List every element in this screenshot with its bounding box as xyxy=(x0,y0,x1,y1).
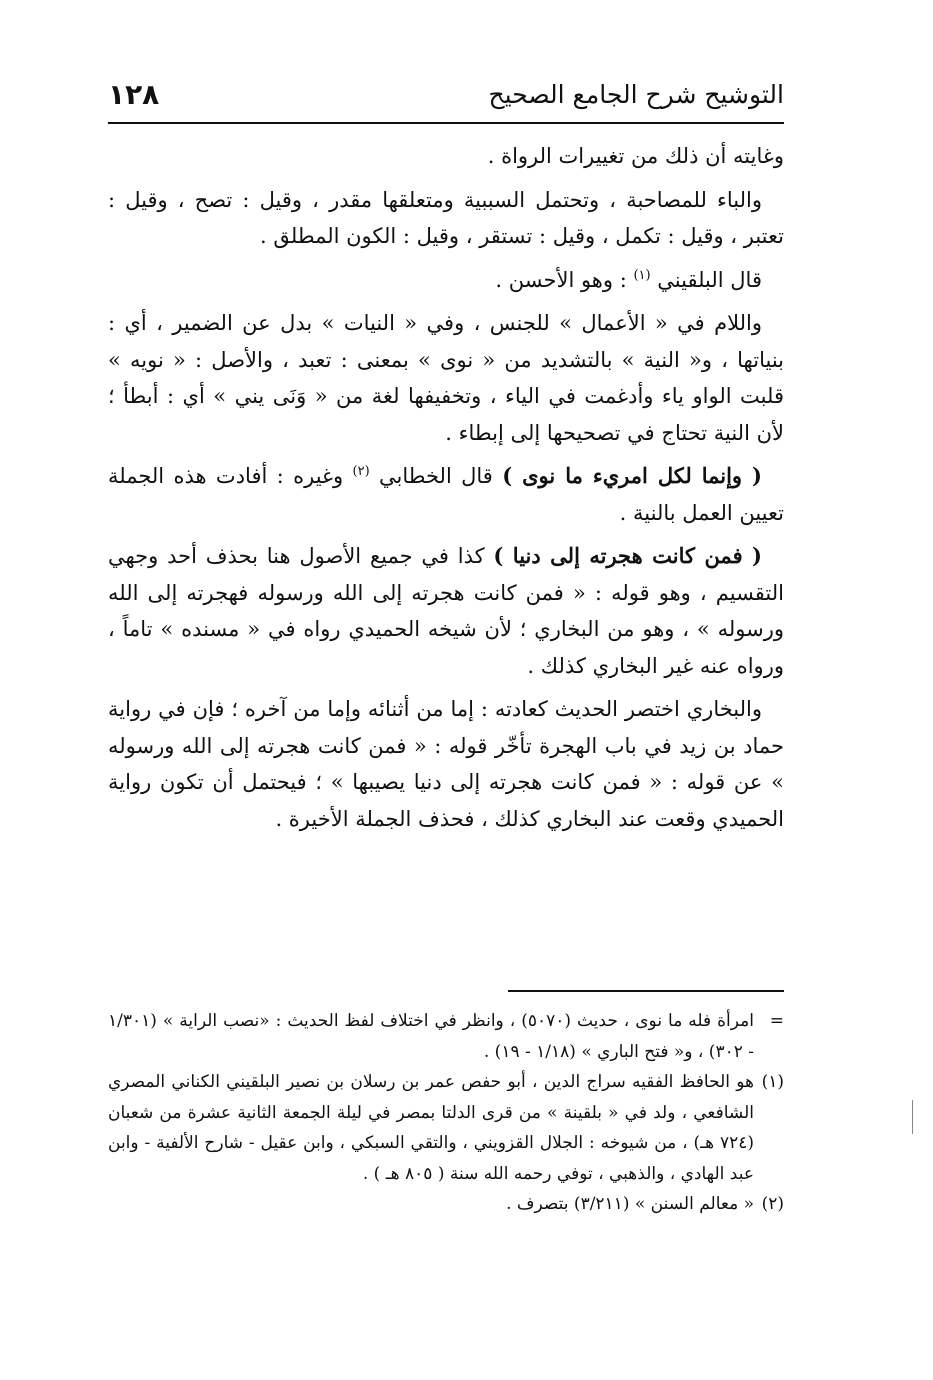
paragraph-bulqini-text: قال البلقيني xyxy=(657,267,762,292)
running-title: التوشيح شرح الجامع الصحيح xyxy=(488,80,784,109)
footnote-text: « معالم السنن » (٣/٢١١) بتصرف . xyxy=(506,1194,754,1214)
paragraph-continuation: وغايته أن ذلك من تغييرات الرواة . xyxy=(487,144,784,168)
paragraph-bulqini xyxy=(108,262,784,299)
footnotes xyxy=(108,1006,784,1220)
footnote-text: امرأة فله ما نوى ، حديث (٥٠٧٠) ، وانظر في اختلاف لفظ الحديث : «نصب الراية » (١/٣٠١ - ٣٠٢) ، و« فتح الباري » (١/١٨ - ١٩) . xyxy=(108,1011,754,1062)
hadith-quote-1: ( وإنما لكل امريء ما نوى ) xyxy=(502,463,762,488)
main-text xyxy=(108,138,784,844)
page-number: ١٢٨ xyxy=(108,78,160,111)
footnote-2 xyxy=(108,1189,784,1220)
page-header xyxy=(108,76,784,124)
footnote-mark: = xyxy=(769,1011,784,1031)
footnote-text: هو الحافظ الفقيه سراج الدين ، أبو حفص عمر بن رسلان بن نصير البلقيني الكناني المصري الشافعي ، ولد في « بلقينة » من قرى الدلتا بمصر في ليلة الجمعة الثانية عشرة من شعبان (٧٢٤ هـ) ، من شيوخه : الجلال القزويني ، والتقي السبكي ، وابن عقيل - شارح الألفية - وابن عبد الهادي ، والذهبي ، توفي رحمه الله سنة ( ٨٠٥ هـ ) . xyxy=(108,1072,754,1184)
paragraph-khattabi-rest: وغيره : أفادت هذه الجملة تعيين العمل بالنية . xyxy=(108,464,784,525)
footnote-mark: (١) xyxy=(761,1072,784,1092)
footnote-continuation xyxy=(108,1006,784,1067)
footnote-ref-1[interactable]: (١) xyxy=(633,267,651,283)
footnote-mark: (٢) xyxy=(761,1194,784,1214)
paragraph-lam: واللام في « الأعمال » للجنس ، وفي « النيات » بدل عن الضمير ، أي : بنياتها ، و« النية » بالتشديد من « نوى » بمعنى : تعبد ، والأصل : « نويه » قلبت الواو ياء وأدغمت في الياء ، وتخفيفها لغة من « وَنَى يني » أي : أبطأ ؛ لأن النية تحتاج في تصحيحها إلى إبطاء . xyxy=(108,311,784,445)
paragraph-bulqini-quote: : وهو الأحسن . xyxy=(495,267,627,292)
paragraph-hadith-segment-1 xyxy=(108,458,784,531)
hadith-quote-2: ( فمن كانت هجرته إلى دنيا ) xyxy=(493,543,762,568)
paragraph-hadith-segment-2 xyxy=(108,538,784,684)
footnote-divider xyxy=(508,990,784,992)
footnote-1 xyxy=(108,1067,784,1189)
margin-mark xyxy=(912,1100,913,1134)
footnote-ref-2[interactable]: (٢) xyxy=(352,464,370,479)
paragraph-khattabi-text: قال الخطابي xyxy=(379,464,493,488)
paragraph-ba: والباء للمصاحبة ، وتحتمل السببية ومتعلقها مقدر ، وقيل : تصح ، وقيل : تعتبر ، وقيل : تكمل ، وقيل : تستقر ، وقيل : الكون المطلق . xyxy=(108,187,784,248)
paragraph-hijra-text: كذا في جميع الأصول هنا بحذف أحد وجهي التقسيم ، وهو قوله : « فمن كانت هجرته إلى الله ورسوله فهجرته إلى الله ورسوله » ، وهو من البخاري ؛ لأن شيخه الحميدي رواه في « مسنده » تاماً ، ورواه عنه غير البخاري كذلك . xyxy=(108,544,784,678)
paragraph-bukhari: والبخاري اختصر الحديث كعادته : إما من أثنائه وإما من آخره ؛ فإن في رواية حماد بن زيد في باب الهجرة تأخّر قوله : « فمن كانت هجرته إلى الله ورسوله » عن قوله : « فمن كانت هجرته إلى دنيا يصيبها » ؛ فيحتمل أن تكون رواية الحميدي وقعت عند البخاري كذلك ، فحذف الجملة الأخيرة . xyxy=(108,697,784,831)
